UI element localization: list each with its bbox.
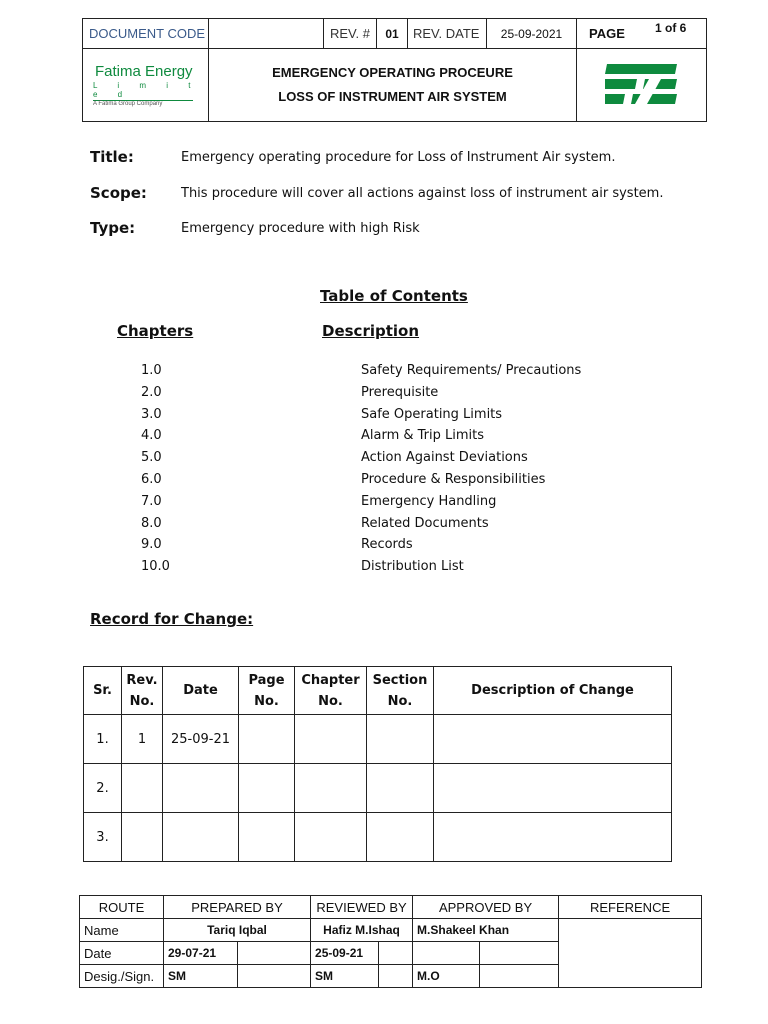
- logo-subtitle: L i m i t e d: [93, 81, 200, 99]
- approved-desig: M.O: [413, 965, 480, 988]
- page-label: PAGE: [589, 26, 625, 41]
- title-value: Emergency operating procedure for Loss of Instrument Air system.: [181, 150, 616, 165]
- cell-date: [163, 813, 239, 862]
- cell-page: [239, 715, 295, 764]
- toc-item-number: 9.0: [141, 537, 162, 553]
- col-section-l2: No.: [387, 693, 413, 709]
- brand-emblem-cell: [577, 49, 707, 122]
- document-title-line2: LOSS OF INSTRUMENT AIR SYSTEM: [278, 89, 507, 104]
- col-rev-l2: No.: [129, 693, 155, 709]
- cell-page: [239, 813, 295, 862]
- cell-chapter: [295, 715, 367, 764]
- record-heading: Record for Change:: [90, 610, 254, 628]
- document-title-line1: EMERGENCY OPERATING PROCEURE: [272, 65, 513, 80]
- cell-description: [434, 813, 672, 862]
- brand-emblem-icon: [605, 62, 679, 106]
- toc-item-number: 10.0: [141, 559, 170, 575]
- type-value: Emergency procedure with high Risk: [181, 221, 420, 236]
- approved-by-header: APPROVED BY: [413, 896, 559, 919]
- toc-item-description: Alarm & Trip Limits: [361, 428, 485, 444]
- cell-rev: 1: [122, 715, 163, 764]
- reviewed-desig: SM: [311, 965, 379, 988]
- cell-section: [367, 764, 434, 813]
- col-rev: [122, 667, 163, 715]
- col-chapter-l1: Chapter: [301, 672, 360, 688]
- reviewed-by-header: REVIEWED BY: [311, 896, 413, 919]
- date-label: Date: [80, 942, 164, 965]
- toc-item-number: 8.0: [141, 515, 162, 531]
- col-page-l1: Page: [248, 672, 285, 688]
- approved-sign: [480, 965, 559, 988]
- page-cell: [577, 19, 707, 49]
- cell-description: [434, 715, 672, 764]
- reviewed-name: Hafiz M.Ishaq: [311, 919, 413, 942]
- page-value: 1 of 6: [655, 21, 687, 35]
- cell-section: [367, 813, 434, 862]
- cell-sr: 3.: [84, 813, 122, 862]
- col-section: [367, 667, 434, 715]
- type-label: Type:: [90, 219, 136, 237]
- reference-header: REFERENCE: [559, 896, 702, 919]
- rev-value: 01: [377, 19, 408, 49]
- prepared-sign: [238, 965, 311, 988]
- toc-item: [141, 424, 581, 446]
- route-table: [79, 895, 702, 988]
- table-row: [84, 813, 672, 862]
- toc-item-number: 4.0: [141, 428, 162, 444]
- toc-item-description: Safe Operating Limits: [361, 406, 503, 422]
- col-page-l2: No.: [254, 693, 279, 709]
- col-sr: Sr.: [84, 667, 122, 715]
- cell-sr: 2.: [84, 764, 122, 813]
- toc-item-description: Records: [361, 537, 413, 553]
- rev-label: REV. #: [324, 19, 377, 49]
- prepared-date-sign: [238, 942, 311, 965]
- cell-rev: [122, 764, 163, 813]
- table-row: [84, 764, 672, 813]
- name-label: Name: [80, 919, 164, 942]
- toc-item-description: Emergency Handling: [361, 493, 497, 509]
- toc-item-description: Safety Requirements/ Precautions: [361, 363, 582, 378]
- cell-date: [163, 764, 239, 813]
- cell-rev: [122, 813, 163, 862]
- toc-item: [141, 468, 581, 490]
- company-logo: [83, 49, 209, 122]
- toc-item: [141, 555, 581, 577]
- reviewed-date-sign: [379, 942, 413, 965]
- toc-item: [141, 381, 581, 403]
- title-label: Title:: [90, 148, 134, 166]
- cell-description: [434, 764, 672, 813]
- cell-date: 25-09-21: [163, 715, 239, 764]
- toc-item-description: Distribution List: [361, 559, 464, 575]
- col-chapter: [295, 667, 367, 715]
- logo-tagline: A Fatima Group Company: [93, 101, 163, 107]
- col-section-l1: Section: [372, 672, 428, 688]
- toc-item-number: 1.0: [141, 363, 162, 378]
- document-code-label: DOCUMENT CODE: [83, 19, 209, 49]
- toc-item-description: Action Against Deviations: [361, 450, 528, 466]
- toc-list: [141, 359, 581, 577]
- scope-label: Scope:: [90, 184, 147, 202]
- cell-section: [367, 715, 434, 764]
- prepared-by-header: PREPARED BY: [164, 896, 311, 919]
- rev-date-label: REV. DATE: [408, 19, 487, 49]
- reviewed-sign: [379, 965, 413, 988]
- approved-date-sign: [480, 942, 559, 965]
- desig-label: Desig./Sign.: [80, 965, 164, 988]
- prepared-date: 29-07-21: [164, 942, 238, 965]
- toc-item-number: 6.0: [141, 471, 162, 487]
- record-header-row: [84, 667, 672, 715]
- toc-item-description: Prerequisite: [361, 384, 439, 400]
- route-header: ROUTE: [80, 896, 164, 919]
- prepared-desig: SM: [164, 965, 238, 988]
- toc-item-number: 7.0: [141, 493, 162, 509]
- scope-value: This procedure will cover all actions against loss of instrument air system.: [181, 186, 664, 201]
- col-date: Date: [163, 667, 239, 715]
- toc-heading: Table of Contents: [320, 287, 468, 305]
- document-header: [82, 18, 707, 122]
- toc-item: [141, 359, 581, 381]
- table-row: [84, 715, 672, 764]
- toc-item: [141, 446, 581, 468]
- reference-cell: [559, 919, 702, 988]
- rev-date-value: 25-09-2021: [487, 19, 577, 49]
- toc-item: [141, 512, 581, 534]
- toc-item: [141, 490, 581, 512]
- toc-col-description: Description: [322, 322, 420, 340]
- prepared-name: Tariq Iqbal: [164, 919, 311, 942]
- toc-item-number: 3.0: [141, 406, 162, 422]
- col-page: [239, 667, 295, 715]
- document-code-value: [209, 19, 324, 49]
- toc-item-description: Procedure & Responsibilities: [361, 471, 546, 487]
- cell-page: [239, 764, 295, 813]
- toc-item: [141, 533, 581, 555]
- toc-item-description: Related Documents: [361, 515, 489, 531]
- cell-chapter: [295, 764, 367, 813]
- col-chapter-l2: No.: [318, 693, 343, 709]
- document-title-cell: [209, 49, 577, 122]
- toc-item-number: 2.0: [141, 384, 162, 400]
- logo-name: Fatima Energy: [95, 63, 193, 80]
- toc-col-chapters: Chapters: [117, 322, 194, 340]
- record-table: [83, 666, 672, 862]
- reviewed-date: 25-09-21: [311, 942, 379, 965]
- toc-item-number: 5.0: [141, 450, 162, 466]
- approved-date: [413, 942, 480, 965]
- cell-chapter: [295, 813, 367, 862]
- toc-item: [141, 403, 581, 425]
- approved-name: M.Shakeel Khan: [413, 919, 559, 942]
- col-description: Description of Change: [434, 667, 672, 715]
- cell-sr: 1.: [84, 715, 122, 764]
- col-rev-l1: Rev.: [126, 672, 158, 688]
